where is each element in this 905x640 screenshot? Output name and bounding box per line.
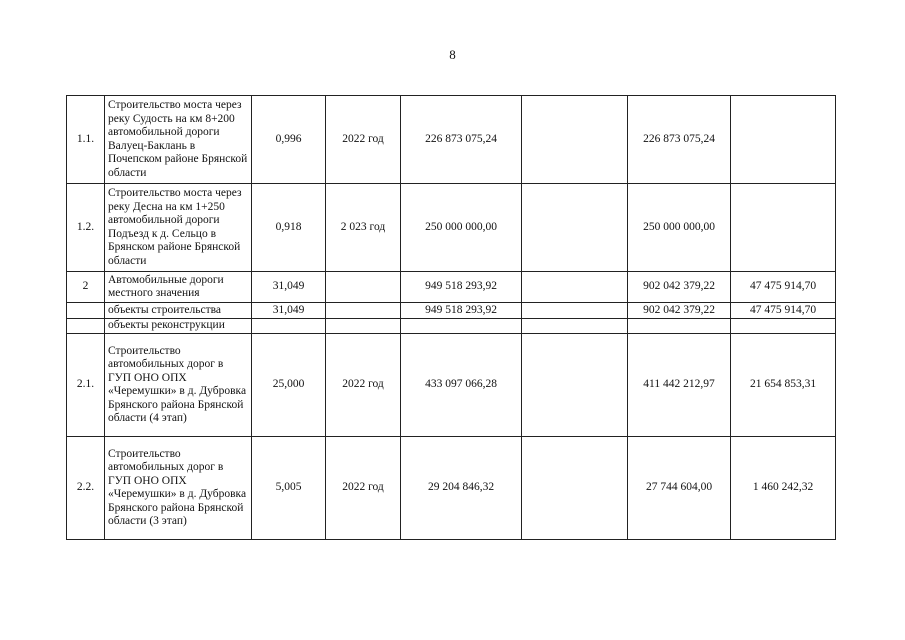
table-row [67, 184, 836, 272]
regional-amount: 21 654 853,31 [731, 334, 836, 437]
length-km [252, 319, 326, 334]
regional-amount [731, 184, 836, 272]
regional-amount [731, 319, 836, 334]
length-km: 25,000 [252, 334, 326, 437]
object-name: Строительство автомобильных дорог в ГУП ОНО ОПХ «Черемушки» в д. Дубровка Брянского района Брянской области (4 этап) [105, 334, 252, 437]
column-6-amount [522, 319, 628, 334]
length-km: 0,996 [252, 96, 326, 184]
year [326, 319, 401, 334]
federal-amount: 902 042 379,22 [628, 303, 731, 319]
object-name: Строительство автомобильных дорог в ГУП ОНО ОПХ «Черемушки» в д. Дубровка Брянского района Брянской области (3 этап) [105, 437, 252, 540]
federal-amount: 250 000 000,00 [628, 184, 731, 272]
total-amount: 226 873 075,24 [401, 96, 522, 184]
total-amount: 433 097 066,28 [401, 334, 522, 437]
column-6-amount [522, 184, 628, 272]
table-row [67, 437, 836, 540]
federal-amount: 411 442 212,97 [628, 334, 731, 437]
object-name: Строительство моста через реку Десна на км 1+250 автомобильной дороги Подъезд к д. Сельцо в Брянском районе Брянской области [105, 184, 252, 272]
row-number: 1.2. [67, 184, 105, 272]
object-name: объекты строительства [105, 303, 252, 319]
object-name: объекты реконструкции [105, 319, 252, 334]
objects-table [66, 95, 836, 540]
row-number: 2 [67, 272, 105, 303]
federal-amount: 902 042 379,22 [628, 272, 731, 303]
regional-amount: 47 475 914,70 [731, 272, 836, 303]
length-km: 5,005 [252, 437, 326, 540]
total-amount: 949 518 293,92 [401, 303, 522, 319]
length-km: 31,049 [252, 272, 326, 303]
table-row [67, 319, 836, 334]
federal-amount: 27 744 604,00 [628, 437, 731, 540]
length-km: 31,049 [252, 303, 326, 319]
table-row [67, 96, 836, 184]
row-number [67, 319, 105, 334]
total-amount: 250 000 000,00 [401, 184, 522, 272]
column-6-amount [522, 334, 628, 437]
regional-amount: 47 475 914,70 [731, 303, 836, 319]
column-6-amount [522, 437, 628, 540]
federal-amount: 226 873 075,24 [628, 96, 731, 184]
object-name: Автомобильные дороги местного значения [105, 272, 252, 303]
year [326, 272, 401, 303]
year: 2022 год [326, 437, 401, 540]
year: 2022 год [326, 334, 401, 437]
column-6-amount [522, 96, 628, 184]
column-6-amount [522, 272, 628, 303]
row-number: 2.1. [67, 334, 105, 437]
table-row [67, 303, 836, 319]
federal-amount [628, 319, 731, 334]
row-number: 1.1. [67, 96, 105, 184]
regional-amount [731, 96, 836, 184]
object-name: Строительство моста через реку Судость на км 8+200 автомобильной дороги Валуец-Баклань в Почепском районе Брянской области [105, 96, 252, 184]
table-row [67, 334, 836, 437]
year: 2 023 год [326, 184, 401, 272]
table-row [67, 272, 836, 303]
regional-amount: 1 460 242,32 [731, 437, 836, 540]
row-number [67, 303, 105, 319]
year: 2022 год [326, 96, 401, 184]
total-amount: 29 204 846,32 [401, 437, 522, 540]
year [326, 303, 401, 319]
length-km: 0,918 [252, 184, 326, 272]
total-amount [401, 319, 522, 334]
total-amount: 949 518 293,92 [401, 272, 522, 303]
column-6-amount [522, 303, 628, 319]
row-number: 2.2. [67, 437, 105, 540]
page-number: 8 [449, 47, 456, 62]
